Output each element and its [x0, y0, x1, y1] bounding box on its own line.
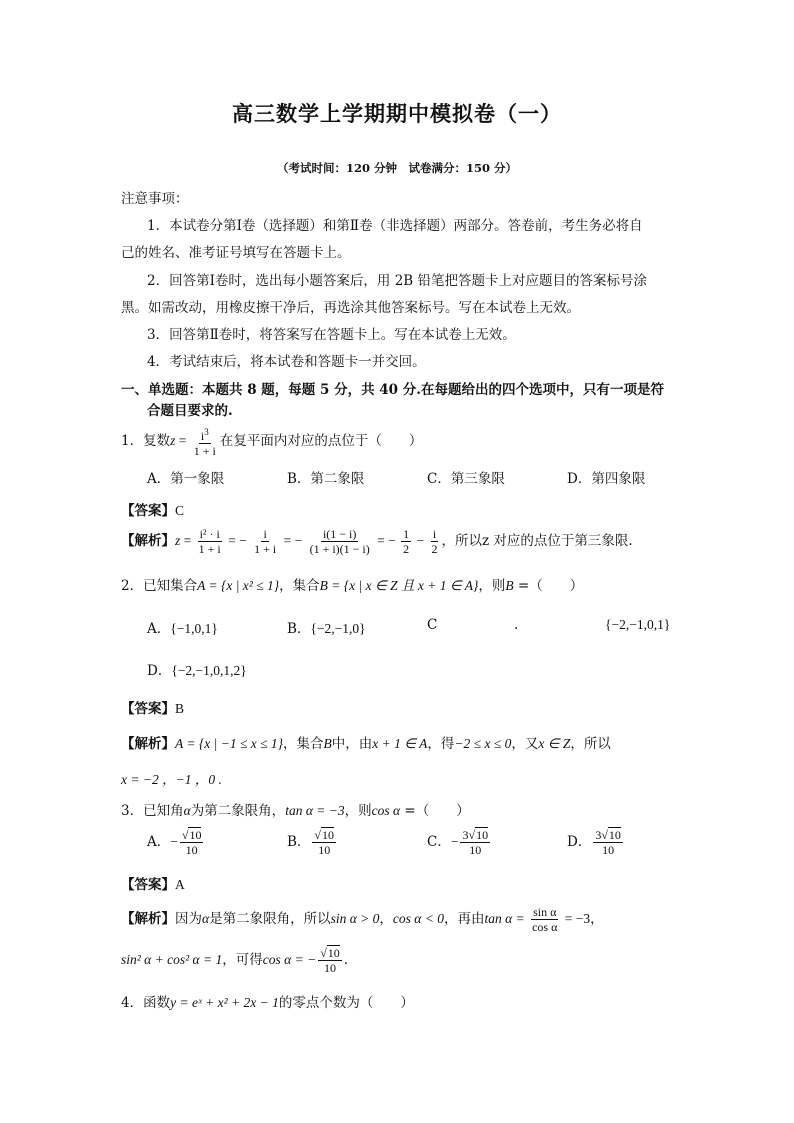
- q4-stem-post: 的零点个数为（ ）: [278, 995, 414, 1011]
- answer-value: B: [175, 701, 185, 716]
- q3-f-den: cos α: [532, 920, 558, 934]
- option-fraction: $\frac{3√10}{10}$: [595, 828, 621, 857]
- q3-line2-radicand: 10: [327, 946, 340, 960]
- q3-analysis-math: = −3: [561, 911, 591, 926]
- option-radicand: 10: [189, 828, 202, 842]
- q2-analysis-math: x + 1 ∈ A: [372, 736, 428, 751]
- answer-label: 【答案】: [121, 877, 175, 893]
- q1-f4-num: 1: [403, 527, 410, 541]
- q2-option-c-label: C: [427, 617, 438, 633]
- q1-stem-pre: 复数: [143, 433, 171, 449]
- option-fraction: $\frac{3√10}{10}$: [462, 828, 489, 857]
- answer-label: 【答案】: [121, 701, 175, 717]
- section-label: 一、单选题：本题共 8 题，每题 5 分，共 40 分.: [121, 382, 421, 398]
- option-label: A．: [147, 834, 171, 850]
- q2-analysis-text: ，所以: [570, 736, 611, 752]
- q1-analysis: [121, 527, 633, 556]
- q2-stem-pre: 已知集合: [143, 578, 198, 594]
- q1-eq: =: [175, 433, 190, 448]
- q1-option-d: D．第四象限: [567, 471, 646, 487]
- q1-frac-den: 1 + i: [193, 444, 216, 458]
- q2-option-c-dot: .: [514, 617, 519, 633]
- q3-option-c: [427, 828, 492, 857]
- q2-analysis-text: ，得: [427, 736, 455, 752]
- q1-f2-num: i: [263, 527, 267, 541]
- answer-value: A: [175, 877, 185, 892]
- q1-option-b: B．第二象限: [287, 471, 365, 487]
- option-value: {−2,−1,0}: [310, 621, 366, 636]
- q1-frac-num: i: [200, 429, 205, 443]
- option-den: 10: [185, 843, 198, 857]
- q1-f1-num: i² · i: [199, 527, 220, 541]
- option-radicand: 10: [476, 828, 489, 842]
- q3-option-b: [287, 828, 338, 857]
- q3-f-num: sin α: [533, 905, 557, 919]
- option-label: C．: [427, 834, 451, 850]
- q3-analysis-text: ，再由: [444, 911, 485, 927]
- q3-analysis-line2: [121, 946, 348, 975]
- q3-analysis-text: ，: [590, 911, 604, 927]
- q3-analysis-math: tan α =: [484, 911, 529, 926]
- question-3: [121, 799, 470, 819]
- option-value: {−2,−1,0,1,2}: [171, 663, 247, 678]
- notice-item: 黑。如需改动，用橡皮擦干净后，再选涂其他答案标号。写在本试卷上无效。: [121, 300, 580, 316]
- q2-stem-end: =（ ）: [513, 578, 584, 594]
- q1-f4-den: 2: [403, 542, 410, 556]
- option-label: B．: [287, 834, 311, 850]
- q3-option-d: [567, 828, 625, 857]
- q2-analysis-line2: x = −2 ，−1 ，0 .: [121, 772, 222, 787]
- q3-cos: cos α: [371, 803, 401, 818]
- option-sign: −: [170, 834, 178, 849]
- exam-info: （考试时间：120 分钟 试卷满分：150 分）: [276, 161, 517, 175]
- q2-analysis-text: ，又: [511, 736, 539, 752]
- notice-item: 4．考试结束后，将本试卷和答题卡一并交回。: [147, 354, 426, 370]
- option-den: 10: [318, 843, 331, 857]
- notice-item: 己的姓名、准考证号填写在答题卡上。: [121, 245, 351, 261]
- option-label: D．: [567, 834, 592, 850]
- q3-analysis-math: sin² α + cos² α = 1: [121, 952, 223, 967]
- q3-analysis-text: 是第二象限角，所以: [209, 911, 331, 927]
- question-1: [121, 425, 422, 458]
- question-number: 2．: [121, 578, 144, 594]
- q1-analysis-frac: [252, 527, 278, 556]
- q3-analysis-end: .: [343, 952, 349, 968]
- q3-analysis-math: sin α > 0: [330, 911, 380, 926]
- notice-item: 2．回答第Ⅰ卷时，选出每小题答案后，用 2B 铅笔把答题卡上对应题目的答案标号涂: [147, 273, 648, 289]
- question-4: [121, 991, 414, 1011]
- answer-value: C: [175, 503, 185, 518]
- q2-set-a: A = {x | x² ≤ 1}: [197, 578, 280, 593]
- option-label: D．: [147, 663, 172, 679]
- q1-analysis-frac: [430, 527, 440, 556]
- q2-analysis-math: −2 ≤ x ≤ 0: [454, 736, 512, 751]
- answer-label: 【答案】: [121, 503, 175, 519]
- q2-answer: [121, 697, 184, 717]
- q2-analysis: [121, 732, 611, 752]
- q1-frac-num-sup: 3: [204, 427, 209, 437]
- q1-fraction: [192, 425, 218, 458]
- analysis-label: 【解析】: [121, 736, 175, 752]
- q2-option-b: [287, 617, 366, 637]
- analysis-label: 【解析】: [121, 533, 175, 549]
- section-text-cont: 合题目要求的.: [147, 403, 233, 419]
- q3-analysis-frac: $\frac{√10}{10}$: [320, 946, 340, 975]
- q2-analysis-text: ，集合: [283, 736, 324, 752]
- q4-stem-pre: 函数: [143, 995, 171, 1011]
- notice-heading: 注意事项：: [121, 191, 189, 207]
- q2-analysis-text: 中，由: [331, 736, 373, 752]
- option-sign: −: [450, 834, 459, 849]
- q3-analysis: [121, 905, 604, 934]
- option-label: A．: [147, 621, 171, 637]
- q1-analysis-eq: = −: [280, 533, 306, 548]
- q1-analysis-z: z: [175, 533, 181, 548]
- q2-set-b: B = {x | x ∈ Z 且 x + 1 ∈ A}: [319, 578, 479, 593]
- option-fraction: $\frac{√10}{10}$: [314, 828, 335, 857]
- q2-option-d: [147, 659, 247, 679]
- q3-analysis-math: α: [202, 911, 210, 926]
- section-text: 在每题给出的四个选项中，只有一项是符: [420, 382, 664, 398]
- q4-function: y = eˣ + x² + 2x − 1: [170, 995, 279, 1010]
- option-coef: 3: [595, 828, 602, 842]
- q3-option-a: [147, 828, 205, 857]
- q1-var-z: z: [170, 433, 176, 448]
- q2-stem-mid: ，集合: [279, 578, 320, 594]
- section-heading: [121, 378, 664, 398]
- analysis-label: 【解析】: [121, 911, 175, 927]
- q1-analysis-eq: = −: [224, 533, 251, 548]
- notice-item: 3．回答第Ⅱ卷时，将答案写在答题卡上。写在本试卷上无效。: [147, 327, 516, 343]
- q2-analysis-math: A = {x | −1 ≤ x ≤ 1}: [175, 736, 284, 751]
- q3-analysis-math: cos α = −: [262, 952, 317, 967]
- question-2: [121, 574, 583, 594]
- question-number: 1．: [121, 433, 144, 449]
- option-fraction: $\frac{√10}{10}$: [181, 828, 202, 857]
- q3-analysis-text: ，可得: [222, 952, 263, 968]
- q3-analysis-frac: [530, 905, 559, 934]
- option-radicand: 10: [322, 828, 335, 842]
- q3-stem-end: =（ ）: [400, 803, 470, 819]
- q3-analysis-text: ，: [379, 911, 393, 927]
- option-coef: 3: [462, 828, 469, 842]
- q1-f5-den: 2: [431, 542, 438, 556]
- q1-analysis-eq: −: [413, 533, 428, 548]
- q1-analysis-frac: [197, 527, 223, 556]
- q1-option-a: A．第一象限: [147, 471, 225, 487]
- q1-analysis-post: ，所以z 对应的点位于第三象限.: [441, 533, 633, 549]
- page-title: 高三数学上学期期中模拟卷（一）: [232, 101, 562, 126]
- q1-f1-den: 1 + i: [198, 542, 221, 556]
- q1-answer: [121, 499, 184, 519]
- q3-alpha: α: [183, 803, 191, 818]
- q2-var-b: B: [505, 578, 514, 593]
- option-den: 10: [602, 843, 615, 857]
- option-value: {−1,0,1}: [170, 621, 218, 636]
- q2-stem-post: ，则: [478, 578, 506, 594]
- q3-stem-mid: 为第二象限角，: [190, 803, 286, 819]
- option-radicand: 10: [608, 828, 621, 842]
- q3-line2-den: 10: [323, 961, 336, 975]
- question-number: 4．: [121, 995, 144, 1011]
- q3-stem-mid2: ，则: [344, 803, 372, 819]
- q1-f3-den: (1 + i)(1 − i): [309, 542, 370, 556]
- q1-analysis-eq: = −: [373, 533, 400, 548]
- q1-f5-num: i: [432, 527, 437, 541]
- q3-tan: tan α = −3: [285, 803, 345, 818]
- q1-analysis-frac: [401, 527, 411, 556]
- q1-option-c: C．第三象限: [427, 471, 505, 487]
- option-den: 10: [469, 843, 482, 857]
- q1-f3-num: i(1 − i): [322, 527, 357, 541]
- notice-item: 1．本试卷分第Ⅰ卷（选择题）和第Ⅱ卷（非选择题）两部分。答卷前，考生务必将自: [147, 218, 643, 234]
- q1-stem-post: 在复平面内对应的点位于（ ）: [219, 433, 423, 449]
- q2-analysis-math: x ∈ Z: [538, 736, 571, 751]
- q1-analysis-frac: [308, 527, 372, 556]
- question-number: 3．: [121, 803, 144, 819]
- option-label: B．: [287, 621, 311, 637]
- q3-analysis-math: cos α < 0: [392, 911, 444, 926]
- q3-analysis-text: 因为: [175, 911, 202, 927]
- q2-analysis-math: B: [323, 736, 332, 751]
- q1-analysis-eq: =: [180, 533, 195, 548]
- q1-f2-den: 1 + i: [254, 542, 277, 556]
- q2-option-c-value: {−2,−1,0,1}: [605, 617, 671, 632]
- q2-option-a: [147, 617, 218, 637]
- q3-stem-pre: 已知角: [143, 803, 184, 819]
- q3-answer: [121, 873, 185, 893]
